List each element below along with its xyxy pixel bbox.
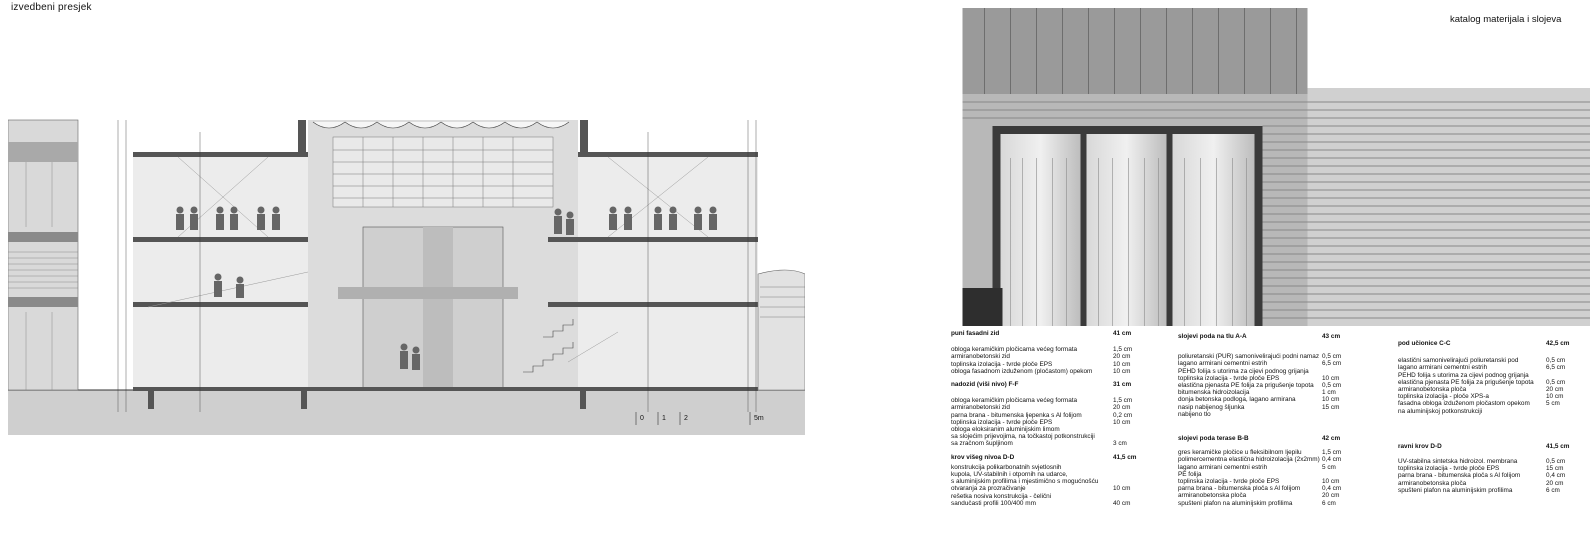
layer-name: toplinska izolacija - tvrde ploče EPS — [1398, 465, 1500, 473]
layer-name: elastični samonivelirajući poliuretanski pod — [1398, 357, 1519, 365]
layer-thickness: 1,5 cm — [1113, 346, 1133, 354]
layer-thickness: 0,5 cm — [1546, 357, 1566, 365]
layer-thickness: 0,5 cm — [1546, 378, 1566, 386]
layer-thickness — [1322, 471, 1360, 478]
layer-name: PE folija — [1178, 470, 1202, 478]
layer-thickness: 0,5 cm — [1546, 458, 1566, 466]
block-total: 42 cm — [1322, 435, 1341, 443]
layer-name: donja betonska podloga, lagano armirana — [1178, 396, 1296, 404]
layer-thickness: 5 cm — [1322, 463, 1336, 471]
layer-thickness: 20 cm — [1113, 404, 1131, 412]
scale-label-0: 0 — [640, 415, 644, 422]
layer-thickness: 10 cm — [1113, 360, 1131, 368]
block-total: 42,5 cm — [1546, 340, 1570, 347]
block-total: 43 cm — [1322, 333, 1341, 340]
layer-thickness: 10 cm — [1113, 367, 1131, 375]
layer-name: lagano armirani cementni estrih — [1398, 364, 1488, 372]
layer-name: kupola, UV-stabilnih i otpornih na udarce, — [951, 471, 1068, 479]
layer-thickness — [1113, 433, 1151, 440]
layer-thickness: 6,5 cm — [1322, 360, 1342, 368]
layer-thickness: 10 cm — [1546, 393, 1564, 401]
layer-name: armiranobetonski zid — [951, 404, 1010, 412]
layer-name: obloga keramičkim pločicama većeg formata — [951, 397, 1078, 405]
spec-column-1 — [951, 330, 1151, 513]
layer-thickness: 6 cm — [1322, 499, 1336, 507]
layer-thickness: 10 cm — [1113, 485, 1131, 493]
layer-thickness — [1113, 493, 1151, 500]
spec-block — [951, 381, 1151, 448]
layer-thickness: 40 cm — [1113, 499, 1131, 507]
layer-thickness: 0,4 cm — [1322, 485, 1342, 493]
layer-thickness: 5 cm — [1546, 400, 1560, 408]
layer-thickness: 0,5 cm — [1322, 353, 1342, 361]
layer-name: toplinska izolacija - tvrde ploče EPS — [951, 360, 1053, 368]
layer-thickness: 20 cm — [1113, 353, 1131, 361]
block-title: slojevi poda na tlu A-A — [1178, 333, 1247, 340]
layer-thickness — [1113, 471, 1151, 478]
layer-thickness: 20 cm — [1546, 386, 1564, 394]
block-title: puni fasadni zid — [951, 330, 1000, 337]
layer-thickness: 0,4 cm — [1322, 456, 1342, 464]
layer-name: elastična pjenasta PE folija za prigušenje topota — [1398, 378, 1534, 386]
layer-thickness: 15 cm — [1322, 403, 1340, 411]
layer-name: sandučasti profili 100/400 mm — [951, 499, 1036, 507]
layer-thickness: 10 cm — [1322, 396, 1340, 404]
catalog-title: katalog materijala i slojeva — [1450, 14, 1562, 25]
layer-name: bitumenska hidroizolacija — [1178, 389, 1250, 397]
block-title: ravni krov D-D — [1398, 442, 1442, 450]
layer-thickness: 15 cm — [1546, 465, 1564, 473]
layer-name: parna brana - bitumenska ljepenka s Al folijom — [951, 411, 1082, 419]
spec-block — [1178, 333, 1360, 418]
layer-name: obloga keramičkim pločicama većeg formata — [951, 346, 1078, 354]
layer-name: lagano armirani cementni estrih — [1178, 463, 1268, 471]
spec-block — [1398, 340, 1584, 415]
layer-name: UV-stabilna sintetska hidroizol. membrana — [1398, 458, 1518, 466]
layer-thickness: 1,5 cm — [1113, 397, 1133, 405]
layer-name: toplinska izolacija - tvrde ploče EPS — [1178, 374, 1280, 382]
layer-thickness: 20 cm — [1546, 479, 1564, 487]
layer-thickness — [1113, 478, 1151, 485]
layer-name: rešetka nosiva konstrukcija - čelični — [951, 492, 1052, 500]
block-total: 31 cm — [1113, 381, 1132, 389]
layer-thickness: 6 cm — [1546, 486, 1560, 494]
layer-thickness — [1546, 408, 1584, 415]
section-title: izvedbeni presjek — [11, 2, 92, 13]
layer-name: toplinska izolacija - tvrde ploče EPS — [951, 418, 1053, 426]
layer-name: armiranobetonska ploča — [1398, 386, 1467, 394]
scale-label-1: 1 — [662, 415, 666, 422]
layer-thickness: 10 cm — [1113, 418, 1131, 426]
layer-thickness: 0,2 cm — [1113, 411, 1133, 419]
layer-name: spušteni plafon na aluminijskim profilima — [1178, 499, 1293, 507]
layer-name: armiranobetonski zid — [951, 353, 1010, 361]
layer-thickness: 0,4 cm — [1546, 472, 1566, 480]
block-title: nadozid (viši nivo) F-F — [951, 381, 1019, 389]
block-title: krov višeg nivoa D-D — [951, 453, 1015, 461]
layer-thickness: 20 cm — [1322, 492, 1340, 500]
layer-name: poliuretanski (PUR) samonivelirajući podni namaz — [1178, 353, 1320, 361]
layer-name: nabijeno tlo — [1178, 410, 1211, 418]
spec-block — [1398, 443, 1584, 494]
scale-label-5m: 5m — [754, 415, 764, 422]
layer-name: sa slojećim prijevojima, na točkastoj potkonstrukciji — [951, 433, 1095, 441]
scale-label-2: 2 — [684, 415, 688, 422]
layer-name: PEHD folija s utorima za cijevi podnog grijanja — [1178, 367, 1309, 375]
left-facade — [8, 120, 78, 390]
section-drawing — [8, 112, 805, 435]
spec-column-2 — [1178, 333, 1360, 513]
layer-name: gres keramičke pločice u fleksibilnom ljepilu — [1178, 449, 1302, 457]
layer-name: obloga fasadnom izduženom (pločastom) opekom — [951, 367, 1093, 375]
layer-name: elastična pjenasta PE folija za prigušenje topota — [1178, 382, 1314, 390]
layer-thickness: 1,5 cm — [1322, 449, 1342, 457]
layer-thickness: 1 cm — [1322, 389, 1336, 397]
layer-thickness — [1113, 426, 1151, 433]
layer-thickness — [1113, 464, 1151, 471]
layer-name: sa zračnom šupljinom — [951, 440, 1013, 448]
layer-name: spušteni plafon na aluminijskim profilima — [1398, 486, 1513, 494]
layer-name: konstrukcija polikarbonatnih svjetlosnih — [951, 463, 1062, 471]
block-title: pod učionice C-C — [1398, 340, 1451, 347]
layer-name: armiranobetonska ploča — [1398, 479, 1467, 487]
block-total: 41 cm — [1113, 330, 1132, 337]
layer-thickness — [1546, 372, 1584, 379]
layer-name: obloga eloksiranim aluminijskim limom — [951, 426, 1060, 434]
spec-block — [951, 454, 1151, 507]
layer-thickness — [1322, 368, 1360, 375]
block-total: 41,5 cm — [1113, 453, 1137, 461]
layer-name: nasip nabijenog šljunka — [1178, 403, 1245, 411]
layer-name: armiranobetonska ploča — [1178, 492, 1247, 500]
layer-name: toplinska izolacija - ploče XPS-a — [1398, 393, 1489, 401]
layer-thickness: 10 cm — [1322, 478, 1340, 486]
spec-column-3 — [1398, 340, 1584, 500]
block-title: slojevi poda terase B-B — [1178, 435, 1249, 443]
layer-name: polimercementna elastična hidroizolacija (2x2mm) — [1178, 456, 1320, 464]
layer-name: toplinska izolacija - tvrde ploče EPS — [1178, 478, 1280, 486]
layer-name: otvaranja za prozračivanje — [951, 485, 1026, 493]
block-total: 41,5 cm — [1546, 442, 1570, 450]
layer-name: na aluminijskoj potkonstrukciji — [1398, 407, 1483, 415]
layer-thickness: 3 cm — [1113, 440, 1127, 448]
layer-name: s aluminijskim profilima i mjestimično s mogućnošću — [951, 478, 1099, 486]
layer-thickness: 0,5 cm — [1322, 382, 1342, 390]
material-photo — [951, 8, 1590, 326]
spec-block — [951, 330, 1151, 375]
layer-name: parna brana - bitumenska ploča s Al folijom — [1398, 472, 1521, 480]
layer-name: fasadna obloga izduženom pločastom opekom — [1398, 400, 1530, 408]
layer-thickness: 10 cm — [1322, 374, 1340, 382]
layer-name: lagano armirani cementni estrih — [1178, 360, 1268, 368]
layer-thickness — [1322, 411, 1360, 418]
layer-name: PEHD folija s utorima za cijevi podnog grijanja — [1398, 371, 1529, 379]
layer-name: parna brana - bitumenska ploča s Al folijom — [1178, 485, 1301, 493]
spec-block — [1178, 435, 1360, 507]
layer-thickness: 6,5 cm — [1546, 364, 1566, 372]
